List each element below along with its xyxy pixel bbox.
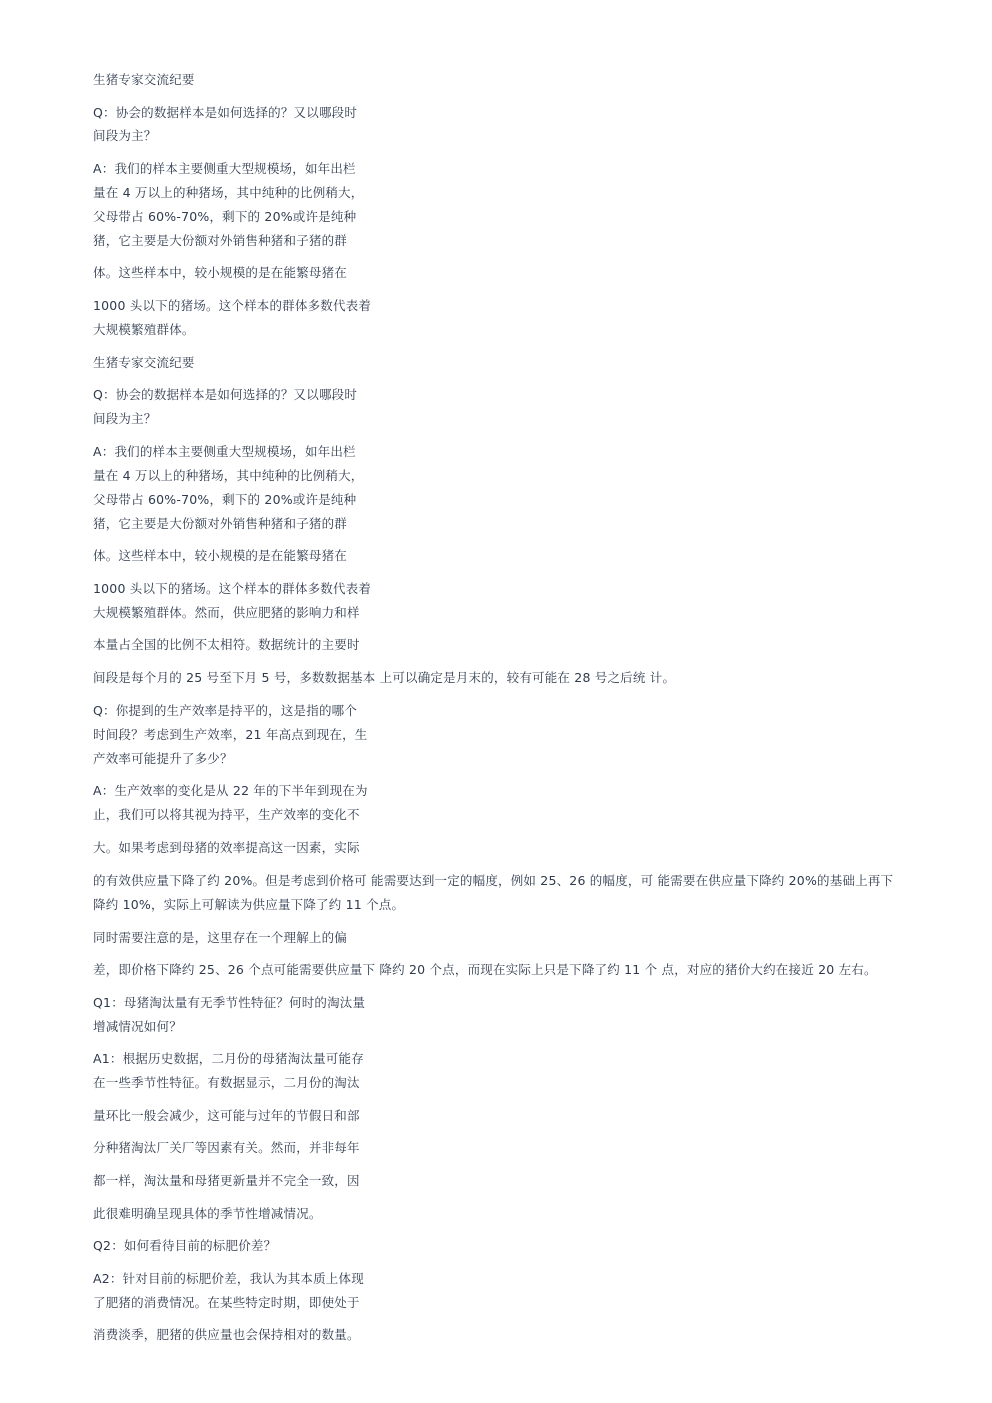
answer-text: 大规模繁殖群体。	[93, 322, 195, 337]
section-title: 生猪专家交流纪要	[93, 355, 195, 370]
answer-text: 父母带占 60%-70%，剩下的 20%或许是纯种	[93, 492, 357, 507]
question-text: 间段为主？	[93, 411, 157, 426]
question-text: Q2：如何看待目前的标肥价差？	[93, 1238, 277, 1253]
answer-text: A：我们的样本主要侧重大型规模场，如年出栏	[93, 444, 356, 459]
answer-text: 分种猪淘汰厂关厂等因素有关。然而，并非每年	[93, 1140, 360, 1155]
answer-text: 本量占全国的比例不太相符。数据统计的主要时	[93, 637, 360, 652]
answer-text: 量在 4 万以上的种猪场，其中纯种的比例稍大，	[93, 468, 364, 483]
question-text: Q：协会的数据样本是如何选择的？又以哪段时	[93, 105, 358, 120]
answer-text: 间段是每个月的 25 号至下月 5 号，多数数据基本 上可以确定是月末的，较有可能在 28 号之后统 计。	[93, 670, 676, 685]
answer-text: A1：根据历史数据，二月份的母猪淘汰量可能存	[93, 1051, 364, 1066]
question-text: Q：协会的数据样本是如何选择的？又以哪段时	[93, 387, 358, 402]
answer-text: 父母带占 60%-70%，剩下的 20%或许是纯种	[93, 209, 357, 224]
answer-text: 都一样，淘汰量和母猪更新量并不完全一致，因	[93, 1173, 360, 1188]
answer-text: 差，即价格下降约 25、26 个点可能需要供应量下 降约 20 个点，而现在实际上只是下降了约 11 个 点，对应的猪价大约在接近 20 左右。	[93, 962, 877, 977]
answer-text: 大。如果考虑到母猪的效率提高这一因素，实际	[93, 840, 360, 855]
question-text: 产效率可能提升了多少？	[93, 751, 233, 766]
answer-text: 降约 10%，实际上可解读为供应量下降了约 11 个点。	[93, 897, 405, 912]
question-text: Q1：母猪淘汰量有无季节性特征？何时的淘汰量	[93, 995, 366, 1010]
answer-text: 量环比一般会减少，这可能与过年的节假日和部	[93, 1108, 360, 1123]
question-text: 增减情况如何？	[93, 1019, 182, 1034]
answer-text: A2：针对目前的标肥价差，我认为其本质上体现	[93, 1271, 364, 1286]
answer-text: 体。这些样本中，较小规模的是在能繁母猪在	[93, 548, 348, 563]
answer-text: 大规模繁殖群体。然而，供应肥猪的影响力和样	[93, 605, 360, 620]
answer-text: A：我们的样本主要侧重大型规模场，如年出栏	[93, 161, 356, 176]
answer-text: A：生产效率的变化是从 22 年的下半年到现在为	[93, 783, 368, 798]
answer-text: 猪，它主要是大份额对外销售种猪和子猪的群	[93, 516, 348, 531]
answer-text: 消费淡季，肥猪的供应量也会保持相对的数量。	[93, 1327, 360, 1342]
question-text: Q：你提到的生产效率是持平的，这是指的哪个	[93, 703, 358, 718]
answer-text: 止，我们可以将其视为持平，生产效率的变化不	[93, 807, 360, 822]
answer-text: 在一些季节性特征。有数据显示，二月份的淘汰	[93, 1075, 360, 1090]
section-title: 生猪专家交流纪要	[93, 72, 195, 87]
answer-text: 同时需要注意的是，这里存在一个理解上的偏	[93, 930, 348, 945]
question-text: 时间段？考虑到生产效率，21 年高点到现在，生	[93, 727, 368, 742]
answer-text: 体。这些样本中，较小规模的是在能繁母猪在	[93, 265, 348, 280]
answer-text: 1000 头以下的猪场。这个样本的群体多数代表着	[93, 298, 372, 313]
question-text: 间段为主？	[93, 128, 157, 143]
answer-text: 了肥猪的消费情况。在某些特定时期，即使处于	[93, 1295, 360, 1310]
answer-text: 此很难明确呈现具体的季节性增减情况。	[93, 1206, 322, 1221]
answer-text: 猪，它主要是大份额对外销售种猪和子猪的群	[93, 233, 348, 248]
answer-text: 1000 头以下的猪场。这个样本的群体多数代表着	[93, 581, 372, 596]
answer-text: 的有效供应量下降了约 20%。但是考虑到价格可 能需要达到一定的幅度，例如 25、26 的幅度，可 能需要在供应量下降约 20%的基础上再下	[93, 873, 894, 888]
answer-text: 量在 4 万以上的种猪场，其中纯种的比例稍大，	[93, 185, 364, 200]
